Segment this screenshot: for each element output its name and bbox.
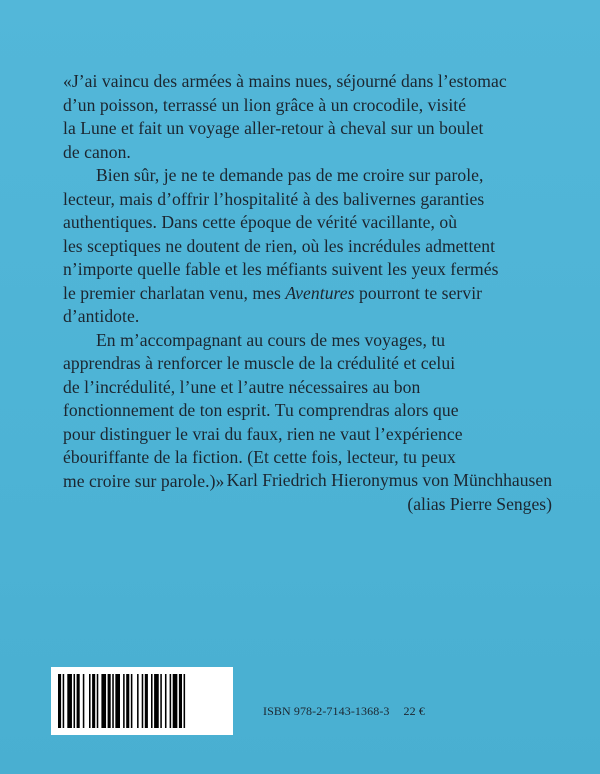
blurb-line: fonctionnement de ton esprit. Tu comprendras alors que [63, 400, 459, 420]
barcode [51, 667, 233, 735]
barcode-bar [123, 674, 125, 728]
blurb-line: d’un poisson, terrassé un lion grâce à un crocodile, visité [63, 94, 467, 115]
barcode-bar [154, 674, 159, 728]
barcode-bar [58, 674, 61, 728]
blurb-line: me croire sur parole.)» [63, 470, 225, 491]
barcode-bar [67, 674, 72, 728]
barcode-bar [170, 674, 172, 728]
blurb-line: «J’ai vaincu des armées à mains nues, séjourné dans l’estomac [63, 71, 507, 91]
barcode-bar [115, 674, 120, 728]
barcode-bar [101, 674, 106, 728]
barcode-bar [160, 674, 162, 728]
blurb-line: de canon. [63, 141, 131, 162]
blurb-line: pour distinguer le vrai du faux, rien ne vaut l’expérience [63, 423, 463, 444]
isbn-price-line [263, 704, 425, 719]
blurb-line: En m’accompagnant au cours de mes voyages, tu [96, 329, 446, 350]
blurb-line: ébouriffante de la fiction. (Et cette fois, lecteur, tu peux [63, 447, 456, 467]
barcode-bar [112, 674, 114, 728]
barcode-bar [179, 674, 182, 728]
blurb-line: authentiques. Dans cette époque de vérité vacillante, où [63, 212, 458, 232]
barcode-bar [83, 674, 85, 728]
barcode-bar [137, 674, 139, 728]
barcode-bar [165, 674, 167, 728]
barcode-bar [92, 674, 95, 728]
blurb-line: les sceptiques ne doutent de rien, où les incrédules admettent [63, 235, 496, 256]
author-alias: (alias Pierre Senges) [407, 494, 552, 514]
blurb-line: lecteur, mais d’offrir l’hospitalité à des balivernes garanties [63, 188, 485, 209]
barcode-bar [145, 674, 148, 728]
barcode-bar [151, 674, 153, 728]
barcode-bar [63, 674, 65, 728]
blurb-line: Bien sûr, je ne te demande pas de me croire sur parole, [96, 165, 484, 185]
blurb-line: n’importe quelle fable et les méfiants suivent les yeux fermés [63, 259, 499, 279]
price-label: 22 € [403, 704, 425, 718]
barcode-icon [51, 667, 233, 735]
author-signature [227, 468, 552, 516]
blurb-text [63, 70, 558, 493]
barcode-bar [142, 674, 144, 728]
barcode-bar [97, 674, 99, 728]
blurb-line: la Lune et fait un voyage aller-retour à cheval sur un boulet [63, 118, 484, 138]
isbn-number: ISBN 978-2-7143-1368-3 [263, 704, 390, 718]
blurb-line: de l’incrédulité, l’une et l’autre nécessaires au bon [63, 376, 421, 397]
barcode-bar [126, 674, 129, 728]
barcode-bar [77, 674, 80, 728]
barcode-bar [89, 674, 91, 728]
blurb-line: d’antidote. [63, 306, 140, 326]
barcode-bar [108, 674, 111, 728]
blurb-line: apprendras à renforcer le muscle de la crédulité et celui [63, 353, 456, 373]
barcode-bar [173, 674, 178, 728]
blurb-line: le premier charlatan venu, mes Aventures pourront te servir [63, 282, 483, 303]
author-name: Karl Friedrich Hieronymus von Münchhausen [226, 470, 552, 490]
barcode-bar [131, 674, 133, 728]
barcode-bar [74, 674, 76, 728]
barcode-bar [184, 674, 186, 728]
